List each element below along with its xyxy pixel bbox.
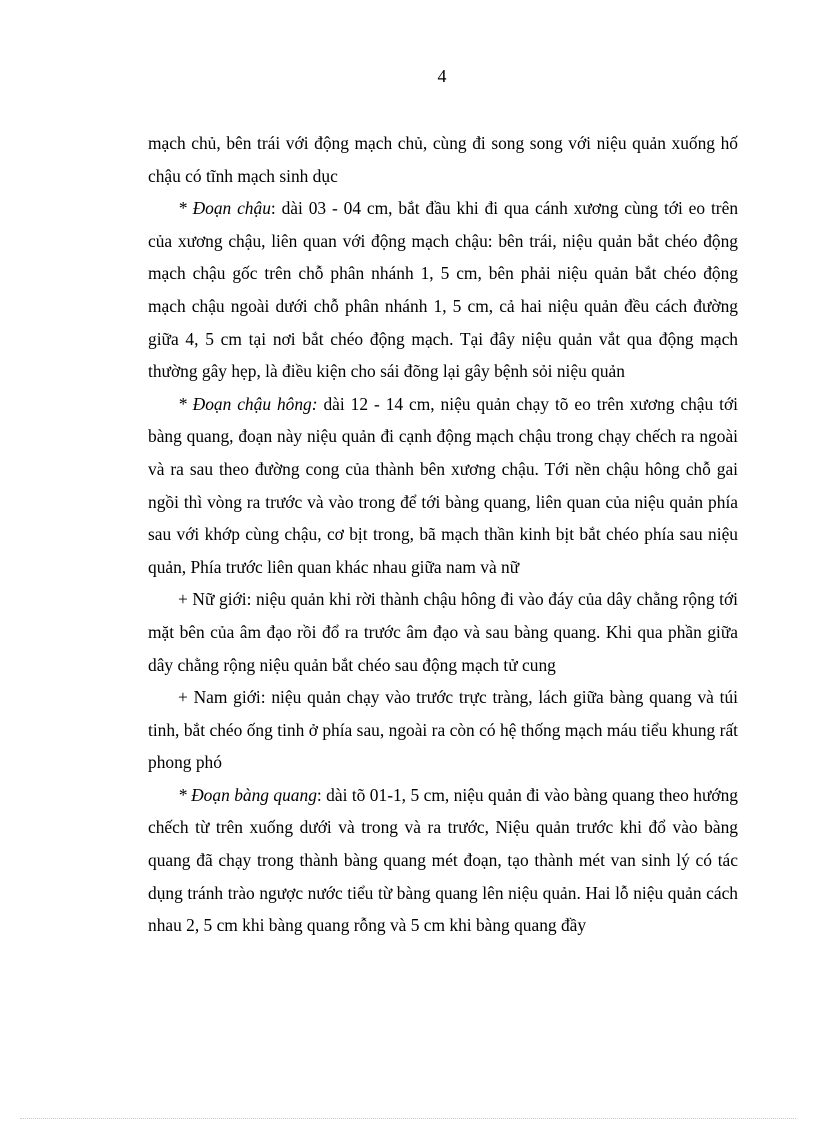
paragraph-continuation: [148, 127, 738, 192]
paragraph-text: mạch chủ, bên trái với động mạch chủ, cùng đi song song với niệu quản xuống hố chậu có tĩnh mạch sinh dục: [148, 133, 738, 186]
paragraph-nu-gioi: [148, 583, 738, 681]
paragraph-nam-gioi: [148, 681, 738, 779]
paragraph-doan-bang-quang: [148, 779, 738, 942]
paragraph-text: + Nữ giới: niệu quản khi rời thành chậu hông đi vào đáy của dây chằng rộng tới mặt bên của âm đạo rồi đổ ra trước âm đạo và sau bàng quang. Khi qua phần giữa dây chằng rộng niệu quản bắt chéo sau động mạch tử cung: [148, 589, 738, 675]
section-lead: * Đoạn chậu: [178, 198, 271, 219]
page-number: 4: [437, 66, 447, 86]
paragraph-text: dài 12 - 14 cm, niệu quản chạy tõ eo trên xương chậu tới bàng quang, đoạn này niệu quản đi cạnh động mạch chậu trong chạy chếch ra ngoài và ra sau theo đường cong của thành bên xương chậu. Tới nền chậu hông chỗ gai ngồi thì vòng ra trước và vào trong để tới bàng quang, liên quan của niệu quản phía sau với khớp cùng chậu, cơ bịt trong, bã mạch thần kinh bịt bắt chéo phía sau niệu quản, Phía trước liên quan khác nhau giữa nam và nữ: [148, 393, 738, 577]
section-lead: * Đoạn bàng quang: [178, 784, 317, 805]
page-bottom-divider: [20, 1118, 796, 1119]
paragraph-doan-chau-hong: [148, 388, 738, 584]
paragraph-text: + Nam giới: niệu quản chạy vào trước trực tràng, lách giữa bàng quang và túi tinh, bắt chéo ống tinh ở phía sau, ngoài ra còn có hệ thống mạch máu tiểu khung rất phong phó: [148, 687, 738, 773]
paragraph-doan-chau: [148, 192, 738, 388]
paragraph-text: : dài 03 - 04 cm, bắt đầu khi đi qua cánh xương cùng tới eo trên của xương chậu, liên quan với động mạch chậu: bên trái, niệu quản bắt chéo động mạch chậu gốc trên chỗ phân nhánh 1, 5 cm, bên phải niệu quản bắt chéo động mạch chậu ngoài dưới chỗ phân nhánh 1, 5 cm, cả hai niệu quản đều cách đường giữa 4, 5 cm tại nơi bắt chéo động mạch. Tại đây niệu quản vắt qua động mạch thường gây hẹp, là điều kiện cho sái đõng lại gây bệnh sỏi niệu quản: [148, 198, 739, 382]
document-body: [148, 127, 738, 942]
section-lead: * Đoạn chậu hông:: [178, 393, 318, 414]
paragraph-text: : dài tõ 01-1, 5 cm, niệu quản đi vào bàng quang theo hướng chếch từ trên xuống dưới và trong và ra trước, Niệu quản trước khi đổ vào bàng quang đã chạy trong thành bàng quang mét đoạn, tạo thành mét van sinh lý có tác dụng tránh trào ngược nước tiểu từ bàng quang lên niệu quản. Hai lỗ niệu quản cách nhau 2, 5 cm khi bàng quang rỗng và 5 cm khi bàng quang đầy: [148, 784, 738, 936]
